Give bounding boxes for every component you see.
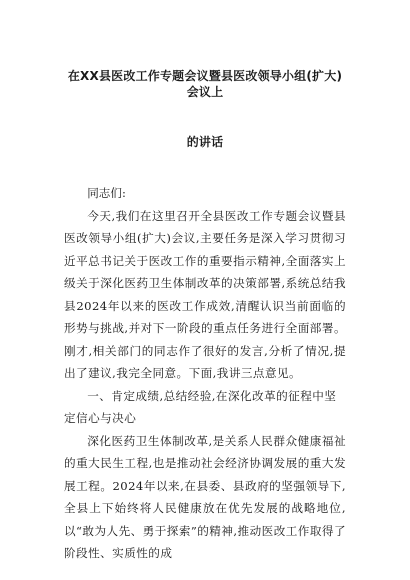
body-paragraph-section-1: 深化医药卫生体制改革,是关系人民群众健康福祉的重大民生工程,也是推动社会经济协调发展的重大发展工程。2024年以来,在县委、县政府的坚强领导下,全县上下始终将人民健康放在优先发展的战略地位,以“敢为人先、勇于探索”的精神,推动医改工作取得了阶段性、实质性的成 bbox=[64, 433, 346, 560]
section-heading-1: 一、肯定成绩,总结经验,在深化改革的征程中坚定信心与决心 bbox=[64, 388, 337, 425]
document-title-line-2: 的讲话 bbox=[186, 135, 224, 149]
salutation: 同志们: bbox=[87, 186, 126, 200]
body-paragraph-intro: 今天,我们在这里召开全县医改工作专题会议暨县医改领导小组(扩大)会议,主要任务是深入学习贯彻习近平总书记关于医改工作的重要指示精神,全面落实上级关于深化医药卫生体制改革的决策部署,系统总结我县2024年以来的医改工作成效,清醒认识当前面临的形势与挑战,并对下一阶段的重点任务进行全面部署。刚才,相关部门的同志作了很好的发言,分析了情况,提出了建议,我完全同意。下面,我讲三点意见。 bbox=[64, 208, 346, 380]
document-title-line-1: 在XX县医改工作专题会议暨县医改领导小组(扩大)会议上 bbox=[67, 69, 343, 99]
